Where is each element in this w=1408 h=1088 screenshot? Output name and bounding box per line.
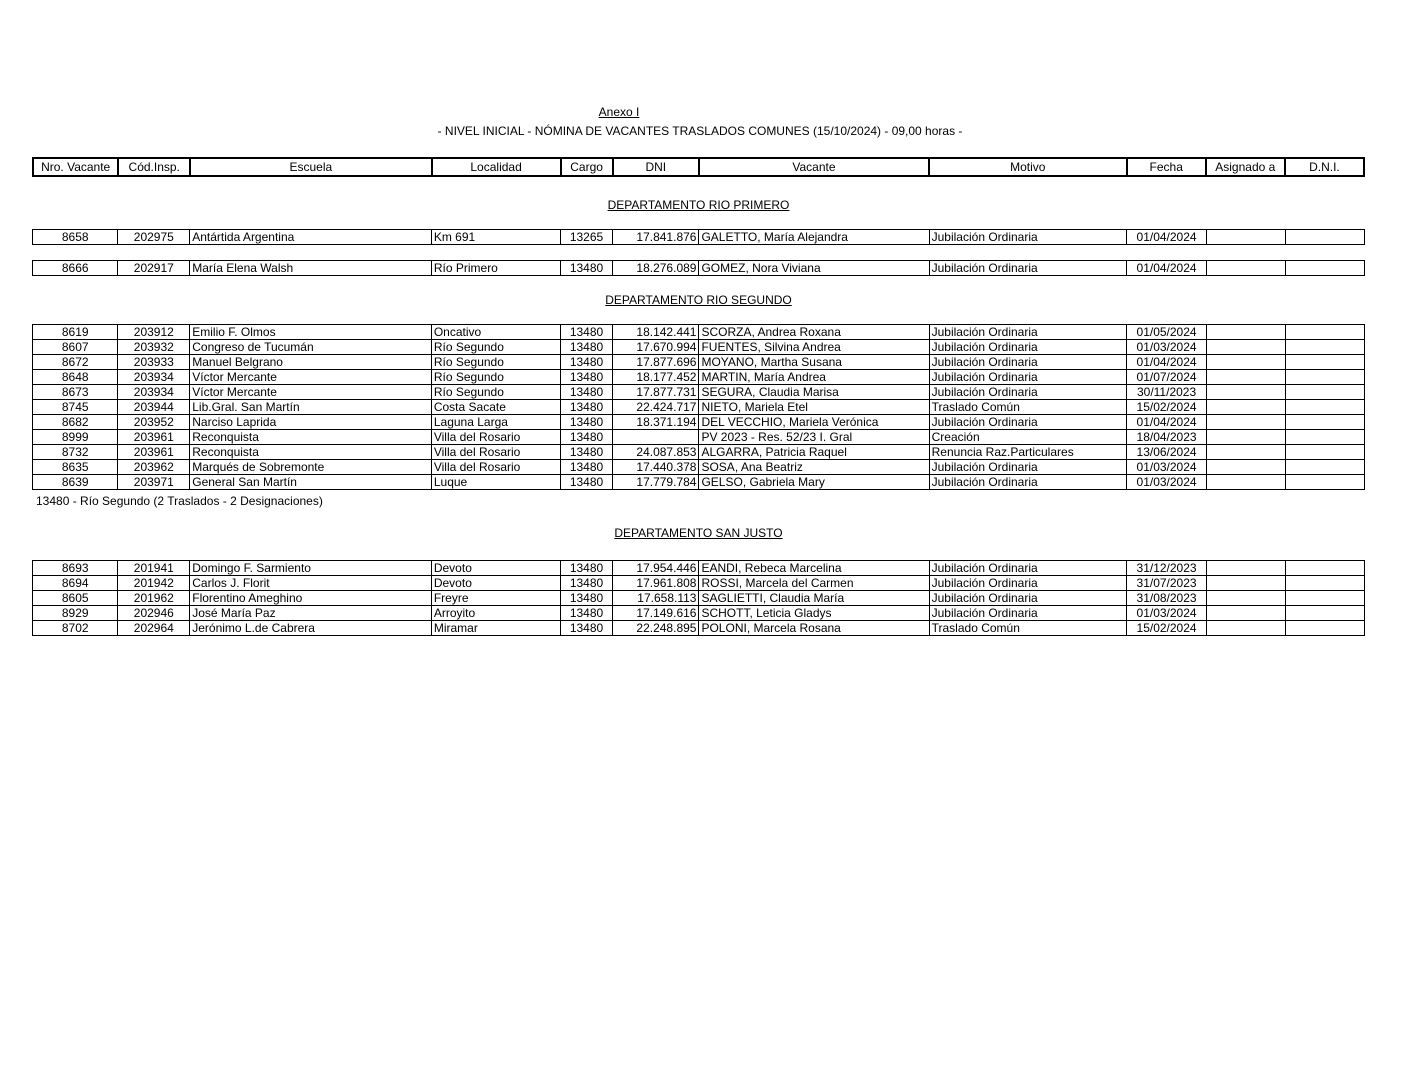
- dni-cell: 18.177.452: [613, 370, 699, 385]
- assigned-dni-cell: [1285, 415, 1364, 430]
- vacancy-holder-cell: MARTIN, María Andrea: [699, 370, 929, 385]
- dni-cell: 17.149.616: [613, 606, 699, 621]
- position-code-cell: 13480: [560, 325, 612, 340]
- position-code-cell: 13480: [560, 621, 612, 636]
- inspection-code-cell: 202946: [118, 606, 190, 621]
- date-cell: 01/04/2024: [1127, 415, 1206, 430]
- assigned-to-cell: [1206, 340, 1285, 355]
- locality-cell: Miramar: [431, 621, 560, 636]
- reason-cell: Jubilación Ordinaria: [929, 370, 1127, 385]
- vacancy-holder-cell: ALGARRA, Patricia Raquel: [699, 445, 929, 460]
- date-cell: 01/07/2024: [1127, 370, 1206, 385]
- vacancy-holder-cell: SCHOTT, Leticia Gladys: [699, 606, 929, 621]
- column-header: Cargo: [561, 158, 613, 176]
- assigned-dni-cell: [1285, 606, 1364, 621]
- position-code-cell: 13265: [560, 230, 612, 245]
- assigned-to-cell: [1206, 621, 1285, 636]
- dni-cell: 17.779.784: [613, 475, 699, 490]
- column-header: Cód.Insp.: [118, 158, 190, 176]
- locality-cell: Luque: [431, 475, 560, 490]
- inspection-code-cell: 201962: [118, 591, 190, 606]
- assigned-dni-cell: [1285, 385, 1364, 400]
- inspection-code-cell: 203912: [118, 325, 190, 340]
- assigned-dni-cell: [1285, 325, 1364, 340]
- date-cell: 31/07/2023: [1127, 576, 1206, 591]
- date-cell: 01/04/2024: [1127, 261, 1206, 276]
- inspection-code-cell: 202964: [118, 621, 190, 636]
- assigned-to-cell: [1206, 370, 1285, 385]
- locality-cell: Arroyito: [431, 606, 560, 621]
- reason-cell: Renuncia Raz.Particulares: [929, 445, 1127, 460]
- inspection-code-cell: 203944: [118, 400, 190, 415]
- dni-cell: 17.954.446: [613, 561, 699, 576]
- school-cell: Emilio F. Olmos: [190, 325, 432, 340]
- vacancy-table: [32, 229, 1365, 245]
- locality-cell: Oncativo: [431, 325, 560, 340]
- dni-cell: 24.087.853: [613, 445, 699, 460]
- position-code-cell: 13480: [560, 576, 612, 591]
- table-row: [33, 230, 1365, 245]
- table-row: [33, 591, 1365, 606]
- department-title: DEPARTAMENTO RIO PRIMERO: [607, 198, 790, 212]
- assigned-to-cell: [1206, 561, 1285, 576]
- date-cell: 15/02/2024: [1127, 621, 1206, 636]
- vacancy-holder-cell: DEL VECCHIO, Mariela Verónica: [699, 415, 929, 430]
- assigned-to-cell: [1206, 460, 1285, 475]
- assigned-dni-cell: [1285, 340, 1364, 355]
- assigned-to-cell: [1206, 591, 1285, 606]
- school-cell: José María Paz: [190, 606, 432, 621]
- assigned-dni-cell: [1285, 400, 1364, 415]
- assigned-to-cell: [1206, 475, 1285, 490]
- vacancy-table: [32, 260, 1365, 276]
- position-code-cell: 13480: [560, 430, 612, 445]
- reason-cell: Creación: [929, 430, 1127, 445]
- reason-cell: Jubilación Ordinaria: [929, 385, 1127, 400]
- vacancy-number-cell: 8929: [33, 606, 118, 621]
- assigned-dni-cell: [1285, 591, 1364, 606]
- table-row: [33, 385, 1365, 400]
- locality-cell: Villa del Rosario: [431, 445, 560, 460]
- school-cell: Reconquista: [190, 445, 432, 460]
- dni-cell: 17.961.808: [613, 576, 699, 591]
- inspection-code-cell: 203934: [118, 385, 190, 400]
- vacancy-holder-cell: EANDI, Rebeca Marcelina: [699, 561, 929, 576]
- assigned-to-cell: [1206, 430, 1285, 445]
- column-header: Escuela: [190, 158, 431, 176]
- reason-cell: Jubilación Ordinaria: [929, 460, 1127, 475]
- position-code-cell: 13480: [560, 561, 612, 576]
- locality-cell: Río Segundo: [431, 385, 560, 400]
- date-cell: 15/02/2024: [1127, 400, 1206, 415]
- dni-cell: 17.658.113: [613, 591, 699, 606]
- school-cell: Florentino Ameghino: [190, 591, 432, 606]
- position-code-cell: 13480: [560, 475, 612, 490]
- locality-cell: Laguna Larga: [431, 415, 560, 430]
- inspection-code-cell: 203962: [118, 460, 190, 475]
- vacancy-number-cell: 8672: [33, 355, 118, 370]
- reason-cell: Jubilación Ordinaria: [929, 340, 1127, 355]
- vacancy-number-cell: 8648: [33, 370, 118, 385]
- assigned-to-cell: [1206, 385, 1285, 400]
- vacancy-holder-cell: MOYANO, Martha Susana: [699, 355, 929, 370]
- table-row: [33, 325, 1365, 340]
- column-header: DNI: [613, 158, 699, 176]
- dni-cell: 17.877.696: [613, 355, 699, 370]
- inspection-code-cell: 203971: [118, 475, 190, 490]
- column-header-table: [32, 157, 1365, 177]
- vacancy-holder-cell: NIETO, Mariela Etel: [699, 400, 929, 415]
- position-code-cell: 13480: [560, 340, 612, 355]
- vacancy-number-cell: 8673: [33, 385, 118, 400]
- vacancy-holder-cell: FUENTES, Silvina Andrea: [699, 340, 929, 355]
- table-row: [33, 445, 1365, 460]
- locality-cell: Villa del Rosario: [431, 430, 560, 445]
- dni-cell: [613, 430, 699, 445]
- dni-cell: 22.424.717: [613, 400, 699, 415]
- table-row: [33, 475, 1365, 490]
- position-code-cell: 13480: [560, 370, 612, 385]
- date-cell: 31/12/2023: [1127, 561, 1206, 576]
- assigned-dni-cell: [1285, 475, 1364, 490]
- school-cell: Narciso Laprida: [190, 415, 432, 430]
- assigned-to-cell: [1206, 325, 1285, 340]
- assigned-dni-cell: [1285, 430, 1364, 445]
- dni-cell: 18.276.089: [613, 261, 699, 276]
- assigned-to-cell: [1206, 230, 1285, 245]
- column-header: Motivo: [929, 158, 1127, 176]
- date-cell: 01/03/2024: [1127, 460, 1206, 475]
- table-row: [33, 261, 1365, 276]
- locality-cell: Km 691: [431, 230, 560, 245]
- table-row: [33, 415, 1365, 430]
- locality-cell: Río Segundo: [431, 355, 560, 370]
- table-row: [33, 621, 1365, 636]
- column-header: D.N.I.: [1285, 158, 1364, 176]
- assigned-to-cell: [1206, 415, 1285, 430]
- dni-cell: 17.877.731: [613, 385, 699, 400]
- reason-cell: Jubilación Ordinaria: [929, 261, 1127, 276]
- inspection-code-cell: 203934: [118, 370, 190, 385]
- assigned-dni-cell: [1285, 561, 1364, 576]
- assigned-dni-cell: [1285, 230, 1364, 245]
- dni-cell: 17.841.876: [613, 230, 699, 245]
- assigned-to-cell: [1206, 576, 1285, 591]
- department-title: DEPARTAMENTO RIO SEGUNDO: [605, 293, 792, 307]
- inspection-code-cell: 201941: [118, 561, 190, 576]
- position-code-cell: 13480: [560, 591, 612, 606]
- assigned-to-cell: [1206, 355, 1285, 370]
- reason-cell: Jubilación Ordinaria: [929, 591, 1127, 606]
- date-cell: 01/05/2024: [1127, 325, 1206, 340]
- vacancy-number-cell: 8693: [33, 561, 118, 576]
- position-code-cell: 13480: [560, 460, 612, 475]
- table-row: [33, 561, 1365, 576]
- assigned-dni-cell: [1285, 576, 1364, 591]
- assigned-dni-cell: [1285, 261, 1364, 276]
- school-cell: Jerónimo L.de Cabrera: [190, 621, 432, 636]
- vacancy-number-cell: 8635: [33, 460, 118, 475]
- locality-cell: Devoto: [431, 561, 560, 576]
- locality-cell: Río Segundo: [431, 340, 560, 355]
- locality-cell: Río Segundo: [431, 370, 560, 385]
- reason-cell: Jubilación Ordinaria: [929, 325, 1127, 340]
- inspection-code-cell: 203961: [118, 430, 190, 445]
- vacancy-holder-cell: GOMEZ, Nora Viviana: [699, 261, 929, 276]
- assigned-dni-cell: [1285, 370, 1364, 385]
- vacancy-number-cell: 8605: [33, 591, 118, 606]
- table-row: [33, 355, 1365, 370]
- date-cell: 01/03/2024: [1127, 340, 1206, 355]
- vacancy-number-cell: 8694: [33, 576, 118, 591]
- column-header: Vacante: [699, 158, 929, 176]
- column-header: Localidad: [432, 158, 561, 176]
- vacancy-holder-cell: GELSO, Gabriela Mary: [699, 475, 929, 490]
- department-title: DEPARTAMENTO SAN JUSTO: [614, 526, 783, 540]
- dni-cell: 17.440.378: [613, 460, 699, 475]
- school-cell: Lib.Gral. San Martín: [190, 400, 432, 415]
- table-row: [33, 576, 1365, 591]
- school-cell: María Elena Walsh: [190, 261, 432, 276]
- assigned-dni-cell: [1285, 355, 1364, 370]
- vacancy-holder-cell: PV 2023 - Res. 52/23 I. Gral: [699, 430, 929, 445]
- reason-cell: Jubilación Ordinaria: [929, 606, 1127, 621]
- position-code-cell: 13480: [560, 415, 612, 430]
- locality-cell: Río Primero: [431, 261, 560, 276]
- inspection-code-cell: 202917: [118, 261, 190, 276]
- inspection-code-cell: 201942: [118, 576, 190, 591]
- assigned-to-cell: [1206, 400, 1285, 415]
- vacancy-holder-cell: SOSA, Ana Beatriz: [699, 460, 929, 475]
- inspection-code-cell: 202975: [118, 230, 190, 245]
- vacancy-table: [32, 560, 1365, 636]
- reason-cell: Jubilación Ordinaria: [929, 561, 1127, 576]
- position-code-cell: 13480: [560, 355, 612, 370]
- column-header-row: [33, 158, 1364, 176]
- vacancy-table: [32, 324, 1365, 490]
- reason-cell: Jubilación Ordinaria: [929, 475, 1127, 490]
- vacancy-number-cell: 8666: [33, 261, 118, 276]
- vacancy-number-cell: 8639: [33, 475, 118, 490]
- reason-cell: Traslado Común: [929, 400, 1127, 415]
- locality-cell: Devoto: [431, 576, 560, 591]
- reason-cell: Jubilación Ordinaria: [929, 355, 1127, 370]
- column-header: Fecha: [1127, 158, 1206, 176]
- assigned-dni-cell: [1285, 460, 1364, 475]
- table-row: [33, 370, 1365, 385]
- inspection-code-cell: 203961: [118, 445, 190, 460]
- vacancy-number-cell: 8658: [33, 230, 118, 245]
- date-cell: 01/03/2024: [1127, 475, 1206, 490]
- assigned-dni-cell: [1285, 621, 1364, 636]
- date-cell: 13/06/2024: [1127, 445, 1206, 460]
- reason-cell: Traslado Común: [929, 621, 1127, 636]
- vacancy-number-cell: 8732: [33, 445, 118, 460]
- document-subtitle: - NIVEL INICIAL - NÓMINA DE VACANTES TRASLADOS COMUNES (15/10/2024) - 09,00 horas -: [437, 124, 963, 138]
- inspection-code-cell: 203952: [118, 415, 190, 430]
- dni-cell: 17.670.994: [613, 340, 699, 355]
- inspection-code-cell: 203933: [118, 355, 190, 370]
- vacancy-holder-cell: POLONI, Marcela Rosana: [699, 621, 929, 636]
- assigned-to-cell: [1206, 606, 1285, 621]
- table-row: [33, 460, 1365, 475]
- reason-cell: Jubilación Ordinaria: [929, 415, 1127, 430]
- table-row: [33, 340, 1365, 355]
- reason-cell: Jubilación Ordinaria: [929, 230, 1127, 245]
- school-cell: Marqués de Sobremonte: [190, 460, 432, 475]
- vacancy-holder-cell: SEGURA, Claudia Marisa: [699, 385, 929, 400]
- school-cell: Congreso de Tucumán: [190, 340, 432, 355]
- assigned-to-cell: [1206, 261, 1285, 276]
- column-header: Asignado a: [1206, 158, 1285, 176]
- date-cell: 01/04/2024: [1127, 230, 1206, 245]
- vacancy-number-cell: 8607: [33, 340, 118, 355]
- position-code-cell: 13480: [560, 385, 612, 400]
- date-cell: 01/04/2024: [1127, 355, 1206, 370]
- date-cell: 01/03/2024: [1127, 606, 1206, 621]
- vacancy-number-cell: 8999: [33, 430, 118, 445]
- position-code-cell: 13480: [560, 606, 612, 621]
- vacancy-number-cell: 8682: [33, 415, 118, 430]
- inspection-code-cell: 203932: [118, 340, 190, 355]
- locality-cell: Costa Sacate: [431, 400, 560, 415]
- position-code-cell: 13480: [560, 261, 612, 276]
- vacancy-number-cell: 8702: [33, 621, 118, 636]
- vacancy-holder-cell: SCORZA, Andrea Roxana: [699, 325, 929, 340]
- assigned-dni-cell: [1285, 445, 1364, 460]
- table-row: [33, 606, 1365, 621]
- dni-cell: 22.248.895: [613, 621, 699, 636]
- reason-cell: Jubilación Ordinaria: [929, 576, 1127, 591]
- school-cell: Víctor Mercante: [190, 370, 432, 385]
- school-cell: General San Martín: [190, 475, 432, 490]
- school-cell: Reconquista: [190, 430, 432, 445]
- date-cell: 30/11/2023: [1127, 385, 1206, 400]
- vacancy-number-cell: 8619: [33, 325, 118, 340]
- locality-cell: Villa del Rosario: [431, 460, 560, 475]
- department-note: 13480 - Río Segundo (2 Traslados - 2 Designaciones): [36, 494, 323, 508]
- table-row: [33, 430, 1365, 445]
- position-code-cell: 13480: [560, 445, 612, 460]
- vacancy-holder-cell: ROSSI, Marcela del Carmen: [699, 576, 929, 591]
- school-cell: Domingo F. Sarmiento: [190, 561, 432, 576]
- date-cell: 31/08/2023: [1127, 591, 1206, 606]
- vacancy-number-cell: 8745: [33, 400, 118, 415]
- table-row: [33, 400, 1365, 415]
- column-header: Nro. Vacante: [33, 158, 118, 176]
- school-cell: Carlos J. Florit: [190, 576, 432, 591]
- vacancy-holder-cell: GALETTO, María Alejandra: [699, 230, 929, 245]
- position-code-cell: 13480: [560, 400, 612, 415]
- school-cell: Manuel Belgrano: [190, 355, 432, 370]
- school-cell: Víctor Mercante: [190, 385, 432, 400]
- school-cell: Antártida Argentina: [190, 230, 432, 245]
- vacancy-holder-cell: SAGLIETTI, Claudia María: [699, 591, 929, 606]
- dni-cell: 18.371.194: [613, 415, 699, 430]
- assigned-to-cell: [1206, 445, 1285, 460]
- annex-title: Anexo I: [598, 105, 640, 119]
- dni-cell: 18.142.441: [613, 325, 699, 340]
- date-cell: 18/04/2023: [1127, 430, 1206, 445]
- locality-cell: Freyre: [431, 591, 560, 606]
